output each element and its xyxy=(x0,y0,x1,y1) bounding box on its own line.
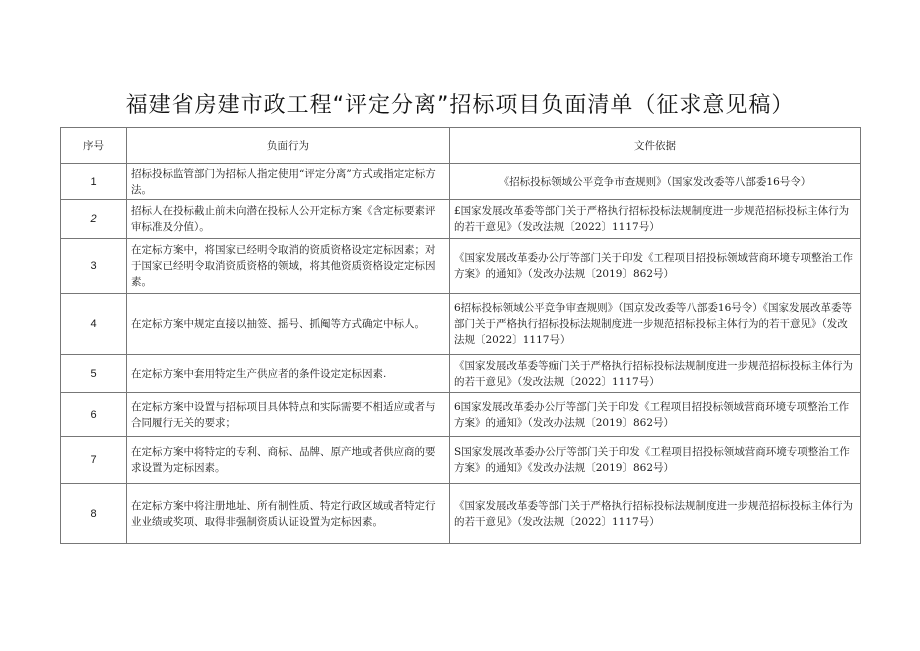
row-behavior: 在定标方案中套用特定生产供应者的条件设定定标因素. xyxy=(127,355,450,393)
table-row xyxy=(61,200,861,239)
table-row xyxy=(61,164,861,200)
row-number: 8 xyxy=(61,484,127,544)
table-row xyxy=(61,355,861,393)
row-basis: S国家发展改革委办公厅等部门关于印发《工程项目招投标领域营商环境专项整治工作方案》的通知》《发改办法规〔2019〕862号） xyxy=(450,437,861,484)
row-number: 6 xyxy=(61,393,127,437)
row-basis: 《招标投标领域公平竞争市查规则》（国家发改委等八部委16号令） xyxy=(450,164,861,200)
row-basis: 6招标投标领域公平竞争审查规则》（国京发改委等八部委16号令）《国家发展改革委等部门关于严格执行招标投标法规制度进一步规范招标投标主体行为的若干意见》（发改法规〔2022〕1117号） xyxy=(450,294,861,355)
row-number: 3 xyxy=(61,239,127,294)
row-number: 2 xyxy=(61,200,127,239)
table-row xyxy=(61,437,861,484)
row-number: 4 xyxy=(61,294,127,355)
table-row xyxy=(61,484,861,544)
row-behavior: 在定标方案中将特定的专利、商标、品牌、原产地或者供应商的要求设置为定标因素。 xyxy=(127,437,450,484)
row-number: 5 xyxy=(61,355,127,393)
negative-list-table xyxy=(60,127,861,544)
header-no: 序号 xyxy=(61,128,127,164)
header-basis: 文件依据 xyxy=(450,128,861,164)
row-basis: £国家发展改革委等部门关于严格执行招标投标法规制度进一步规范招标投标主体行为的若干意见》（发改法规〔2022〕1117号） xyxy=(450,200,861,239)
row-basis: 《国家发展改革委等部门关于严格执行招标投标法规制度进一步规范招标投标主体行为的若干意见》（发改法规〔2022〕1117号） xyxy=(450,484,861,544)
document-title: 福建省房建市政工程“评定分离”招标项目负面清单（征求意见稿） xyxy=(125,93,795,118)
row-behavior: 招标投标监管部门为招标人指定使用“评定分离”方式或指定定标方法。 xyxy=(127,164,450,200)
table-header-row xyxy=(61,128,861,164)
row-number: 7 xyxy=(61,437,127,484)
row-behavior: 在定标方案中规定直接以抽签、摇号、抓阄等方式确定中标人。 xyxy=(127,294,450,355)
row-number: 1 xyxy=(61,164,127,200)
row-behavior: 在定标方案中将注册地址、所有制性质、特定行政区域或者特定行业业绩或奖项、取得非强制资质认证设置为定标因素。 xyxy=(127,484,450,544)
header-behavior: 负面行为 xyxy=(127,128,450,164)
row-behavior: 招标人在投标截止前未向潜在投标人公开定标方案《含定标要素评审标准及分值）。 xyxy=(127,200,450,239)
row-behavior: 在定标方案中设置与招标项目具体特点和实际需要不相适应或者与合同履行无关的要求； xyxy=(127,393,450,437)
table-row xyxy=(61,294,861,355)
row-basis: 《国家发展改革委等痂门关于严格执行招标投标法规制度进一步规范招标投标主体行为的若干意见》（发改法规〔2022〕1117号） xyxy=(450,355,861,393)
row-basis: 《国家发展改革委办公厅等部门关于印发《工程项目招投标领域营商环境专项整治工作方案》的通知》（发改办法规〔2019〕862号） xyxy=(450,239,861,294)
row-behavior: 在定标方案中，将国家已经明令取消的资质资格设定定标因素；对于国家已经明令取消资质资格的领域，将其他资质资格设定定标因素。 xyxy=(127,239,450,294)
table-row xyxy=(61,239,861,294)
row-basis: 6国家发展改革委办公厅等部门关于印发《工程项目招投标领域营商环境专项整治工作方案》的通知》（发改办法规〔2019〕862号） xyxy=(450,393,861,437)
table-row xyxy=(61,393,861,437)
